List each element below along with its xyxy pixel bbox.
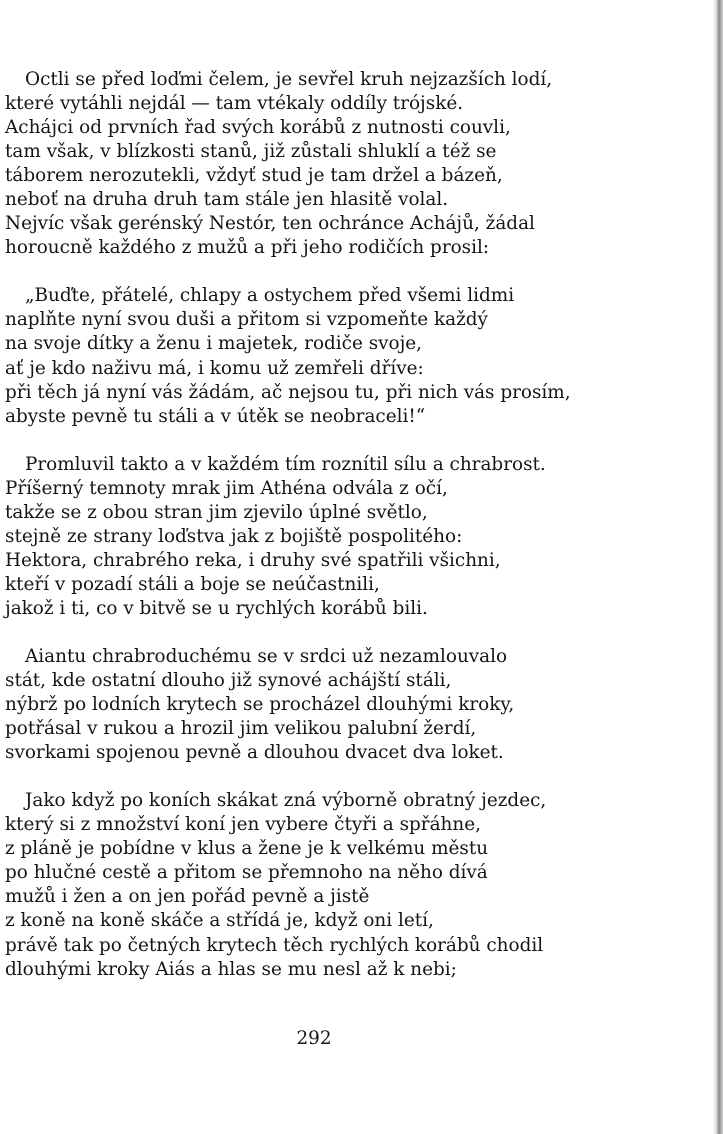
- verse-line: při těch já nyní vás žádám, ač nejsou tu, při nich vás prosím,: [5, 381, 571, 403]
- verse-line: Achájci od prvních řad svých korábů z nutnosti couvli,: [5, 117, 511, 139]
- verse-line: tam však, v blízkosti stanů, již zůstali shluklí a též se: [5, 141, 497, 163]
- stanza-1: [5, 68, 685, 260]
- verse-line: potřásal v rukou a hrozil jim velikou palubní žerdí,: [5, 718, 477, 740]
- verse-line: z pláně je pobídne v klus a žene je k velkému městu: [5, 838, 489, 860]
- verse-line: Nejvíc však gerénský Nestór, ten ochránce Achájů, žádal: [5, 213, 535, 235]
- verse-line: horoucně každého z mužů a při jeho rodičích prosil:: [5, 237, 490, 259]
- verse-line: právě tak po četných krytech těch rychlých korábů chodil: [5, 934, 544, 956]
- verse-line: na svoje dítky a ženu i majetek, rodiče svoje,: [5, 333, 423, 355]
- verse-line: naplňte nyní svou duši a přitom si vzpomeňte každý: [5, 309, 488, 331]
- verse-line: mužů i žen a on jen pořád pevně a jistě: [5, 886, 370, 908]
- verse-line: nýbrž po lodních krytech se procházel dlouhými kroky,: [5, 694, 515, 716]
- verse-line: Promluvil takto a v každém tím roznítil sílu a chrabrost.: [25, 453, 546, 475]
- verse-line: ať je kdo naživu má, i komu už zemřeli dříve:: [5, 357, 424, 379]
- verse-line: takže se z obou stran jim zjevilo úplné světlo,: [5, 501, 428, 523]
- verse-line: Hektora, chrabrého reka, i druhy své spatřili všichni,: [5, 549, 501, 571]
- verse-line: Octli se před loďmi čelem, je sevřel kruh nejzazších lodí,: [25, 69, 553, 90]
- verse-line: dlouhými kroky Aiás a hlas se mu nesl až k nebi;: [5, 958, 457, 980]
- page-number: 292: [296, 1028, 332, 1049]
- verse-line: Jako když po koních skákat zná výborně obratný jezdec,: [25, 790, 547, 812]
- verse-line: po hlučné cestě a přitom se přemnoho na něho dívá: [5, 862, 488, 884]
- stanza-3: [5, 453, 685, 621]
- verse-line: táborem nerozutekli, vždyť stud je tam držel a bázeň,: [5, 165, 503, 187]
- verse-line: abyste pevně tu stáli a v útěk se neobraceli!“: [5, 405, 426, 427]
- verse-line: které vytáhli nejdál — tam vtékaly oddíly trójské.: [5, 93, 464, 115]
- verse-line: z koně na koně skáče a střídá je, když oni letí,: [5, 910, 434, 932]
- verse-line: kteří v pozadí stáli a boje se neúčastnili,: [5, 573, 380, 595]
- verse-line: který si z množství koní jen vybere čtyři a spřáhne,: [5, 814, 481, 836]
- verse-line: svorkami spojenou pevně a dlouhou dvacet dva loket.: [5, 742, 504, 764]
- verse-line: neboť na druha druh tam stále jen hlasitě volal.: [5, 189, 449, 211]
- stanza-5: [5, 789, 685, 981]
- verse-line: Aiantu chrabroduchému se v srdci už nezamlouvalo: [25, 645, 508, 667]
- verse-line: jakož i ti, co v bitvě se u rychlých korábů bili.: [5, 597, 428, 619]
- page-binding-edge: [713, 0, 723, 1134]
- stanza-2: [5, 284, 685, 428]
- verse-line: Příšerný temnoty mrak jim Athéna odvála z očí,: [5, 477, 448, 499]
- verse-line: „Buďte, přátelé, chlapy a ostychem před všemi lidmi: [25, 285, 515, 307]
- poem-text: [5, 68, 685, 1006]
- verse-line: stát, kde ostatní dlouho již synové achájští stáli,: [5, 670, 452, 692]
- verse-line: stejně ze strany loďstva jak z bojiště pospolitého:: [5, 525, 463, 547]
- stanza-4: [5, 645, 685, 765]
